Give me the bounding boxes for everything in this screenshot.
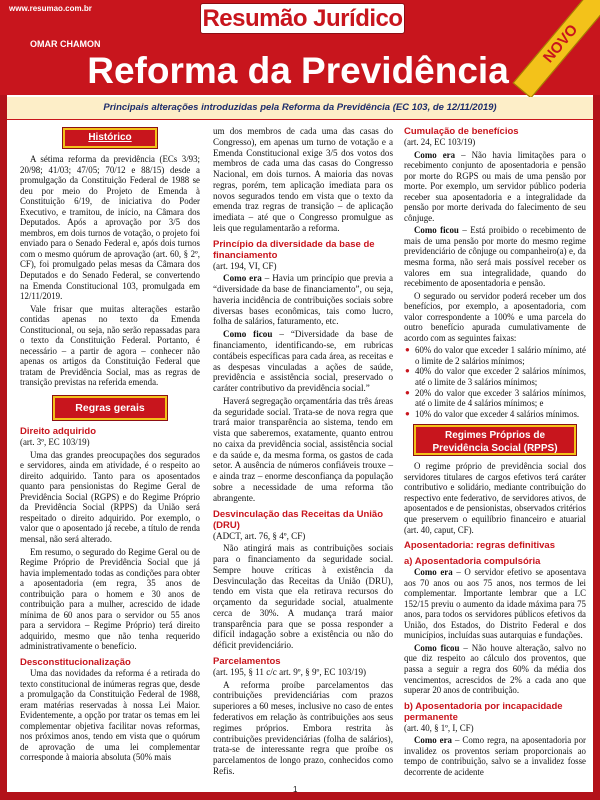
- column-1: [20, 126, 200, 765]
- descon-paragraph-1: Uma das novidades da reforma é a retirada do texto constitucional de inúmeras regras que, desde a promulgação da Constituição Federal de 1988, eram matérias reservadas à nossa Lei Maior. Evidentemente, a opção por tratar os temas em lei complementar objetiva facilitar novas reformas, nos próximos anos, tendo em vista que o quórum de aprovação de uma lei complementar corresponde à maioria absoluta (50% mais: [20, 667, 200, 763]
- rpps-title-line-1: Regimes Próprios de: [444, 430, 546, 442]
- label-como-era: Como era: [414, 567, 453, 578]
- label-como-era: Como era: [223, 273, 262, 284]
- site-url[interactable]: www.resumao.com.br: [9, 4, 92, 13]
- dru-paragraph-1: Não atingirá mais as contribuições sociais para o financiamento da seguridade social. Sempre houve críticas à existência da Desvinculação das Receitas da União (DRU), tendo em vista que ela retirava recursos do orçamento da seguridade social, atualmente cerca de 30%. A mudança trará maior transparência para que se possa responder a difícil indagação sobre a existência ou não do déficit previdenciário.: [213, 543, 393, 651]
- subtitle-bar: [7, 97, 593, 120]
- direito-paragraph-1: Uma das grandes preocupações dos segurados e servidores, ainda em atividade, é o respeito ao direito adquirido. Tanto para os aposentados quanto para pensionistas do Regime Geral de Previdência Social (RGPS) e do Regime Próprio da Previdência Social (RPPS) da União será respeitado o direito adquirido. Por exemplo, o valor que o aposentado já recebe, a título de renda mensal, não será alterado.: [20, 449, 200, 544]
- page-title: Reforma da Previdência: [87, 50, 509, 91]
- new-badge-label: NOVO: [539, 21, 582, 67]
- incapacidade-como-era: [404, 735, 586, 777]
- page-number: 1: [293, 785, 298, 794]
- historico-paragraph-1: A sétima reforma da previdência (ECs 3/93; 20/98; 41/03; 47/05; 70/12 e 88/15) desde a promulgação da Constituição Federal de 1988 se deu por meio do Projeto de Emenda à Constituição 6/19, de iniciativa do Poder Executivo, e tramitou, de início, na Câmara dos Deputados. Após a aprovação por 3/5 dos membros, em dois turnos de votação, o projeto foi enviado para o Senado Federal e, após dois turnos com o mesmo quórum de aprovação (art. 60, § 2º, CF), foi promulgado pelas mesas da Câmara dos Deputados e do Senado Federal, se convertendo na Emenda Constitucional 103, promulgada em 12/11/2019.: [20, 154, 200, 302]
- diversidade-como-ficou: [213, 329, 393, 394]
- rpps-title-line-2: Previdência Social (RPPS): [432, 443, 558, 455]
- direito-paragraph-2: Em resumo, o segurado do Regime Geral ou de Regime Próprio de Previdência Social que já havia implementado todas as condições para obter a aposentadoria (em regra, 35 anos de contribuição para o homem e 30 anos de contribuição para a mulher, acrescido de idade mínima de 60 anos para o servidor ou 55 anos para a servidora – Regime Próprio) terá direito adquirido, mesmo que não tenha requerido administrativamente o benefício.: [20, 546, 200, 652]
- ref-direito-adquirido: (art. 3º, EC 103/19): [20, 437, 90, 448]
- heading-desconstitucionalizacao: Desconstitucionalização: [20, 656, 131, 668]
- header-banner: [0, 0, 600, 95]
- heading-direito-adquirido: Direito adquirido: [20, 426, 96, 438]
- subtitle: Principais alterações introduzidas pela Reforma da Previdência (EC 103, de 12/11/2019): [103, 102, 497, 113]
- label-como-ficou: Como ficou: [414, 225, 459, 236]
- heading-diversidade: Princípio da diversidade da base de financiamento: [213, 238, 375, 261]
- label-como-era: Como era: [414, 735, 452, 746]
- brand-text: Resumão Jurídico: [202, 5, 403, 32]
- heading-incapacidade: b) Aposentadoria por incapacidade permanente: [404, 700, 563, 723]
- col2-paragraph-1: um dos membros de cada uma das casas do Congresso), em apenas um turno de votação e a Emenda Constitucional exige 3/5 dos votos dos membros de cada uma das casas do Congresso Nacional, em dois turnos. A maioria das novas regras, porém, tem aplicação imediata para os novos segurados tendo em vista que o texto da emenda traz regras de transição – de aplicação imediata – até que o Congresso promulgue as leis que regulamentarão a reforma.: [213, 126, 393, 233]
- heading-dru: Desvinculação das Receitas da União (DRU): [213, 508, 384, 531]
- compulsoria-como-era: [404, 567, 586, 641]
- text-incap-era: – Como regra, na aposentadoria por invalidez os proventos seriam proporcionais ao tempo de contribuição, salvo se a invalidez fosse decorrente de acidente: [404, 735, 587, 777]
- cumulacao-como-ficou: [404, 225, 586, 288]
- text-como-ficou: – “Diversidade da base de financiamento, identificando-se, em rubricas contábeis específicas para cada área, as receitas e as despesas vinculadas a ações de saúde, previdência e assistência social, preservado o caráter contributivo da previdência social.”: [213, 329, 393, 394]
- ref-parcelamentos: (art. 195, § 11 c/c art. 9º, § 9º, EC 103/19): [213, 666, 367, 677]
- list-item: ● 10% do valor que exceder 4 salários mínimos.: [404, 409, 586, 420]
- ref-diversidade: (art. 194, VI, CF): [213, 260, 277, 271]
- diversidade-como-era: [213, 273, 393, 327]
- heading-parcelamentos: Parcelamentos: [213, 655, 281, 667]
- diversidade-paragraph-3: Haverá segregação orçamentária das três áreas da seguridade social. Trata-se de nova regra que trará maior transparência ao sistema, tendo em vista que saberemos, exatamente, quanto entrou no caixa da previdência social, assistência social e da saúde e, da mesma forma, os gastos de cada setor. A ausência de números confiáveis trouxe – e ainda traz – enorme desconfiança da população sobre a necessidade de uma reforma tão abrangente.: [213, 395, 393, 503]
- text-compuls-ficou: – Não houve alteração, salvo no que diz respeito ao cálculo dos proventos, que passa a seguir a regra dos 60% da média dos vencimentos, acrescidos de 2% a cada ano que superar 20 anos de contribuição.: [404, 642, 587, 696]
- column-3: [404, 126, 586, 779]
- label-como-era: Como era: [414, 149, 456, 160]
- faixas-list: [404, 345, 586, 419]
- text-cumul-era: – Não havia limitações para o recebimento conjunto de aposentadoria e pensão por morte do RGPS ou mais de uma pensão por morte. Por exemplo, um servidor público poderia receber sua aposentadoria e a integralidade da pensão por morte derivada do falecimento de seu cônjuge.: [404, 149, 586, 223]
- heading-aposentadoria-regras: Aposentadoria: regras definitivas: [404, 540, 555, 552]
- heading-compulsoria: a) Aposentadoria compulsória: [404, 556, 541, 568]
- label-como-ficou: Como ficou: [223, 329, 273, 340]
- text-compuls-era: – O servidor efetivo se aposentava aos 70 anos ou aos 75 anos, nos termos de lei complementar. Importante lembrar que a LC 152/15 previu o aumento da idade máxima para 75 anos, para todos os servidores públicos efetivos da União, dos Estados, do Distrito Federal e dos municípios, incluídas suas autarquias e fundações.: [404, 567, 587, 641]
- heading-cumulacao: Cumulação de benefícios: [404, 126, 519, 137]
- compulsoria-como-ficou: [404, 643, 586, 696]
- section-title-rpps: [414, 425, 576, 455]
- brand-logo: [200, 3, 405, 34]
- label-como-ficou: Como ficou: [414, 642, 460, 653]
- text-como-era: – Havia um princípio que previa a “diversidade da base de financiamento”, ou seja, haveria incidência de contribuições sociais sobre diversas bases econômicas, tais como lucro, folha de salários, faturamento, etc.: [213, 273, 393, 327]
- column-2: [213, 126, 393, 779]
- ref-incapacidade: (art. 40, § 1º, I, CF): [404, 722, 474, 733]
- text-cumul-ficou: – Está proibido o recebimento de mais de uma pensão por morte do mesmo regime previdenciário de cônjuge ou companheiro(a) e, da mesma forma, não será mais possível receber os valores em sua integralidade, quando do recebimento de aposentadoria e pensão.: [404, 225, 586, 289]
- section-title-regras-gerais: Regras gerais: [53, 396, 167, 420]
- ref-dru: (ADCT, art. 76, § 4º, CF): [213, 530, 306, 541]
- list-item: ● 20% do valor que exceder 3 salários mínimos, até o limite de 4 salários mínimos; e: [404, 388, 586, 409]
- cumulacao-paragraph-3: O segurado ou servidor poderá receber um dos benefícios, por exemplo, a aposentadoria, com valor correspondente a 100% e uma parcela do outro benefício apurada cumulativamente de acordo com as seguintes faixas:: [404, 290, 586, 343]
- section-title-historico: Histórico: [63, 128, 157, 148]
- parcelamentos-paragraph-1: A reforma proíbe parcelamentos das contribuições previdenciárias com prazos superiores a 60 meses, inclusive no caso de entes federativos em relação às contribuições aos seus regimes próprios. Embora restrita às contribuições previdenciárias (folha de salários), trata-se de interessante regra que proíbe os parcelamentos de longo prazo, conhecidos como Refis.: [213, 679, 393, 776]
- ref-cumulacao: (art. 24, EC 103/19): [404, 137, 476, 147]
- historico-paragraph-2: Vale frisar que muitas alterações estarão contidas apenas no texto da Emenda Constitucional, ou seja, não serão repassadas para o texto da Constituição Federal. Portanto, é necessário – a partir de agora – conhecer não apenas os artigos da Constituição Federal que tratam de Previdência Social, mas as regras de transição previstas na referida emenda.: [20, 303, 200, 388]
- list-item: ● 60% do valor que exceder 1 salário mínimo, até o limite de 2 salários mínimos;: [404, 345, 586, 366]
- list-item: ● 40% do valor que exceder 2 salários mínimos, até o limite de 3 salários mínimos;: [404, 366, 586, 387]
- author-name: OMAR CHAMON: [30, 39, 101, 49]
- rpps-paragraph-1: O regime próprio de previdência social dos servidores titulares de cargos efetivos terá caráter contributivo e solidário, mediante contribuição do respectivo ente federativo, de servidores ativos, de aposentados e de pensionistas, observados critérios que preservem o equilíbrio financeiro e atuarial (art. 40, caput, CF).: [404, 461, 586, 535]
- cumulacao-como-era: [404, 150, 586, 224]
